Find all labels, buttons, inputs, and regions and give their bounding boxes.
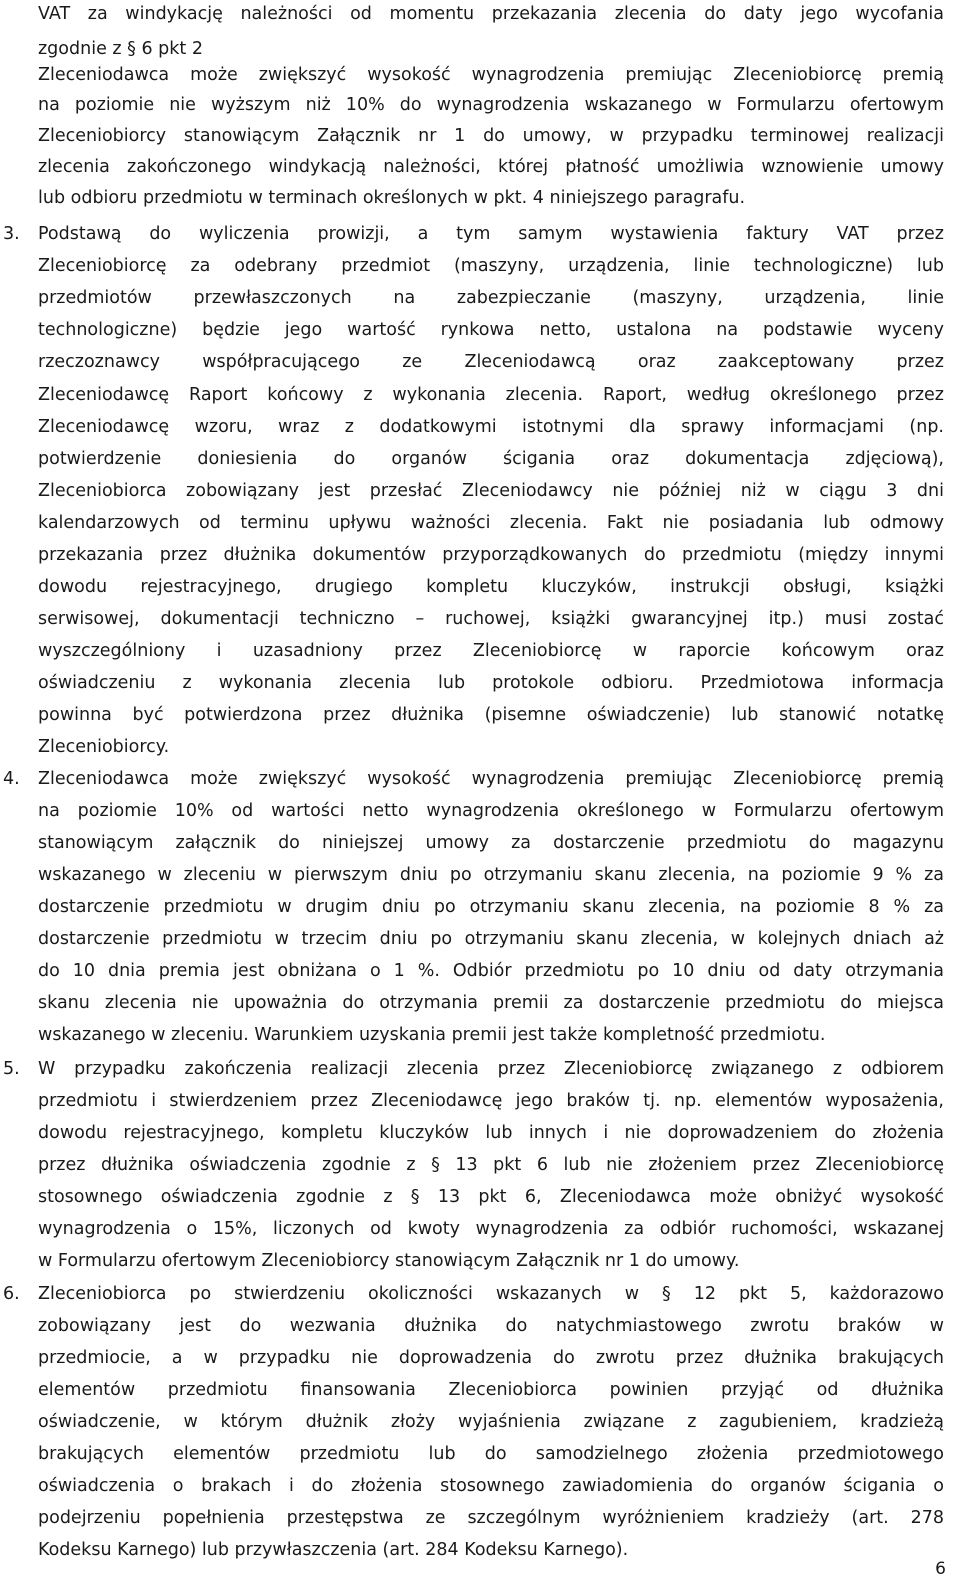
section-number: 5.	[3, 1059, 20, 1079]
text-line: technologiczne) będzie jego wartość rynkowa netto, ustalona na podstawie wyceny	[38, 320, 944, 340]
text-line: Zleceniodawca może zwiększyć wysokość wynagrodzenia premiując Zleceniobiorcę premią	[38, 769, 944, 789]
text-line: na poziomie nie wyższym niż 10% do wynagrodzenia wskazanego w Formularzu ofertowym	[38, 95, 944, 115]
text-line: Zleceniodawcę wzoru, wraz z dodatkowymi istotnymi dla sprawy informacjami (np.	[38, 417, 944, 437]
text-line: dostarczenie przedmiotu w drugim dniu po otrzymaniu skanu zlecenia, na poziomie 8 % za	[38, 897, 944, 917]
text-line: powinna być potwierdzona przez dłużnika (pisemne oświadczenie) lub stanowić notatkę	[38, 705, 944, 725]
text-line: podejrzeniu popełnienia przestępstwa ze szczególnym wyróżnieniem kradzieży (art. 278	[38, 1508, 944, 1528]
text-line: brakujących elementów przedmiotu lub do samodzielnego złożenia przedmiotowego	[38, 1444, 944, 1464]
text-line: stanowiącym załącznik do niniejszej umowy za dostarczenie przedmiotu do magazynu	[38, 833, 944, 853]
text-line: zgodnie z § 6 pkt 2	[38, 39, 203, 59]
text-line: Kodeksu Karnego) lub przywłaszczenia (art. 284 Kodeksu Karnego).	[38, 1540, 629, 1560]
text-line: Zleceniodawcę Raport końcowy z wykonania zlecenia. Raport, według określonego przez	[38, 385, 944, 405]
text-line: dowodu rejestracyjnego, kompletu kluczyków lub innych i nie doprowadzeniem do złożenia	[38, 1123, 944, 1143]
text-line: kalendarzowych od terminu upływu ważności zlecenia. Fakt nie posiadania lub odmowy	[38, 513, 944, 533]
text-line: przedmiotu i stwierdzeniem przez Zleceniodawcę jego braków tj. np. elementów wyposażenia,	[38, 1091, 944, 1111]
text-line: na poziomie 10% od wartości netto wynagrodzenia określonego w Formularzu ofertowym	[38, 801, 944, 821]
text-line: W przypadku zakończenia realizacji zlecenia przez Zleceniobiorcę związanego z odbiorem	[38, 1059, 944, 1079]
text-line: zlecenia zakończonego windykacją należności, której płatność umożliwia wznowienie umowy	[38, 157, 944, 177]
text-line: wskazanego w zleceniu w pierwszym dniu po otrzymaniu skanu zlecenia, na poziomie 9 % za	[38, 865, 944, 885]
text-line: rzeczoznawcy współpracującego ze Zleceniodawcą oraz zaakceptowany przez	[38, 352, 944, 372]
text-line: stosownego oświadczenia zgodnie z § 13 pkt 6, Zleceniodawca może obniżyć wysokość	[38, 1187, 944, 1207]
text-line: Zleceniodawca może zwiększyć wysokość wynagrodzenia premiując Zleceniobiorcę premią	[38, 65, 944, 85]
text-line: serwisowej, dokumentacji techniczno – ruchowej, książki gwarancyjnej itp.) musi zostać	[38, 609, 944, 629]
text-line: dostarczenie przedmiotu w trzecim dniu po otrzymaniu skanu zlecenia, w kolejnych dniach aż	[38, 929, 944, 949]
section-number: 3.	[3, 224, 20, 244]
text-line: Zleceniobiorcy.	[38, 737, 170, 757]
text-line: Zleceniobiorca zobowiązany jest przesłać Zleceniodawcy nie później niż w ciągu 3 dni	[38, 481, 944, 501]
text-line: zobowiązany jest do wezwania dłużnika do natychmiastowego zwrotu braków w	[38, 1316, 944, 1336]
section-number: 4.	[3, 769, 20, 789]
text-line: oświadczeniu z wykonania zlecenia lub protokole odbioru. Przedmiotowa informacja	[38, 673, 944, 693]
text-line: oświadczenie, w którym dłużnik złoży wyjaśnienia związane z zagubieniem, kradzieżą	[38, 1412, 944, 1432]
text-line: elementów przedmiotu finansowania Zleceniobiorca powinien przyjąć od dłużnika	[38, 1380, 944, 1400]
text-line: Zleceniobiorcy stanowiącym Załącznik nr 1 do umowy, w przypadku terminowej realizacji	[38, 126, 944, 146]
text-line: w Formularzu ofertowym Zleceniobiorcy stanowiącym Załącznik nr 1 do umowy.	[38, 1251, 740, 1271]
text-line: Podstawą do wyliczenia prowizji, a tym samym wystawienia faktury VAT przez	[38, 224, 944, 244]
text-line: przekazania przez dłużnika dokumentów przyporządkowanych do przedmiotu (między innymi	[38, 545, 944, 565]
text-line: wyszczególniony i uzasadniony przez Zleceniobiorcę w raporcie końcowym oraz	[38, 641, 944, 661]
text-line: Zleceniobiorcę za odebrany przedmiot (maszyny, urządzenia, linie technologiczne) lub	[38, 256, 944, 276]
text-line: dowodu rejestracyjnego, drugiego kompletu kluczyków, instrukcji obsługi, książki	[38, 577, 944, 597]
text-line: lub odbioru przedmiotu w terminach określonych w pkt. 4 niniejszego paragrafu.	[38, 188, 746, 208]
text-line: wynagrodzenia o 15%, liczonych od kwoty wynagrodzenia za odbiór ruchomości, wskazanej	[38, 1219, 944, 1239]
text-line: do 10 dnia premia jest obniżana o 1 %. Odbiór przedmiotu po 10 dniu od daty otrzymania	[38, 961, 944, 981]
text-line: Zleceniobiorca po stwierdzeniu okoliczności wskazanych w § 12 pkt 5, każdorazowo	[38, 1284, 944, 1304]
text-line: przedmiocie, a w przypadku nie doprowadzenia do zwrotu przez dłużnika brakujących	[38, 1348, 944, 1368]
text-line: oświadczenia o brakach i do złożenia stosownego zawiadomienia do organów ścigania o	[38, 1476, 944, 1496]
text-line: przedmiotów przewłaszczonych na zabezpieczanie (maszyny, urządzenia, linie	[38, 288, 944, 308]
text-line: skanu zlecenia nie upoważnia do otrzymania premii za dostarczenie przedmiotu do miejsca	[38, 993, 944, 1013]
text-line: przez dłużnika oświadczenia zgodnie z § 13 pkt 6 lub nie złożeniem przez Zleceniobiorcę	[38, 1155, 944, 1175]
page-number: 6	[935, 1559, 946, 1579]
text-line: VAT za windykację należności od momentu przekazania zlecenia do daty jego wycofania	[38, 4, 944, 24]
section-number: 6.	[3, 1284, 20, 1304]
text-line: wskazanego w zleceniu. Warunkiem uzyskania premii jest także kompletność przedmiotu.	[38, 1025, 826, 1045]
text-line: potwierdzenie doniesienia do organów ścigania oraz dokumentacja zdjęciową),	[38, 449, 944, 469]
